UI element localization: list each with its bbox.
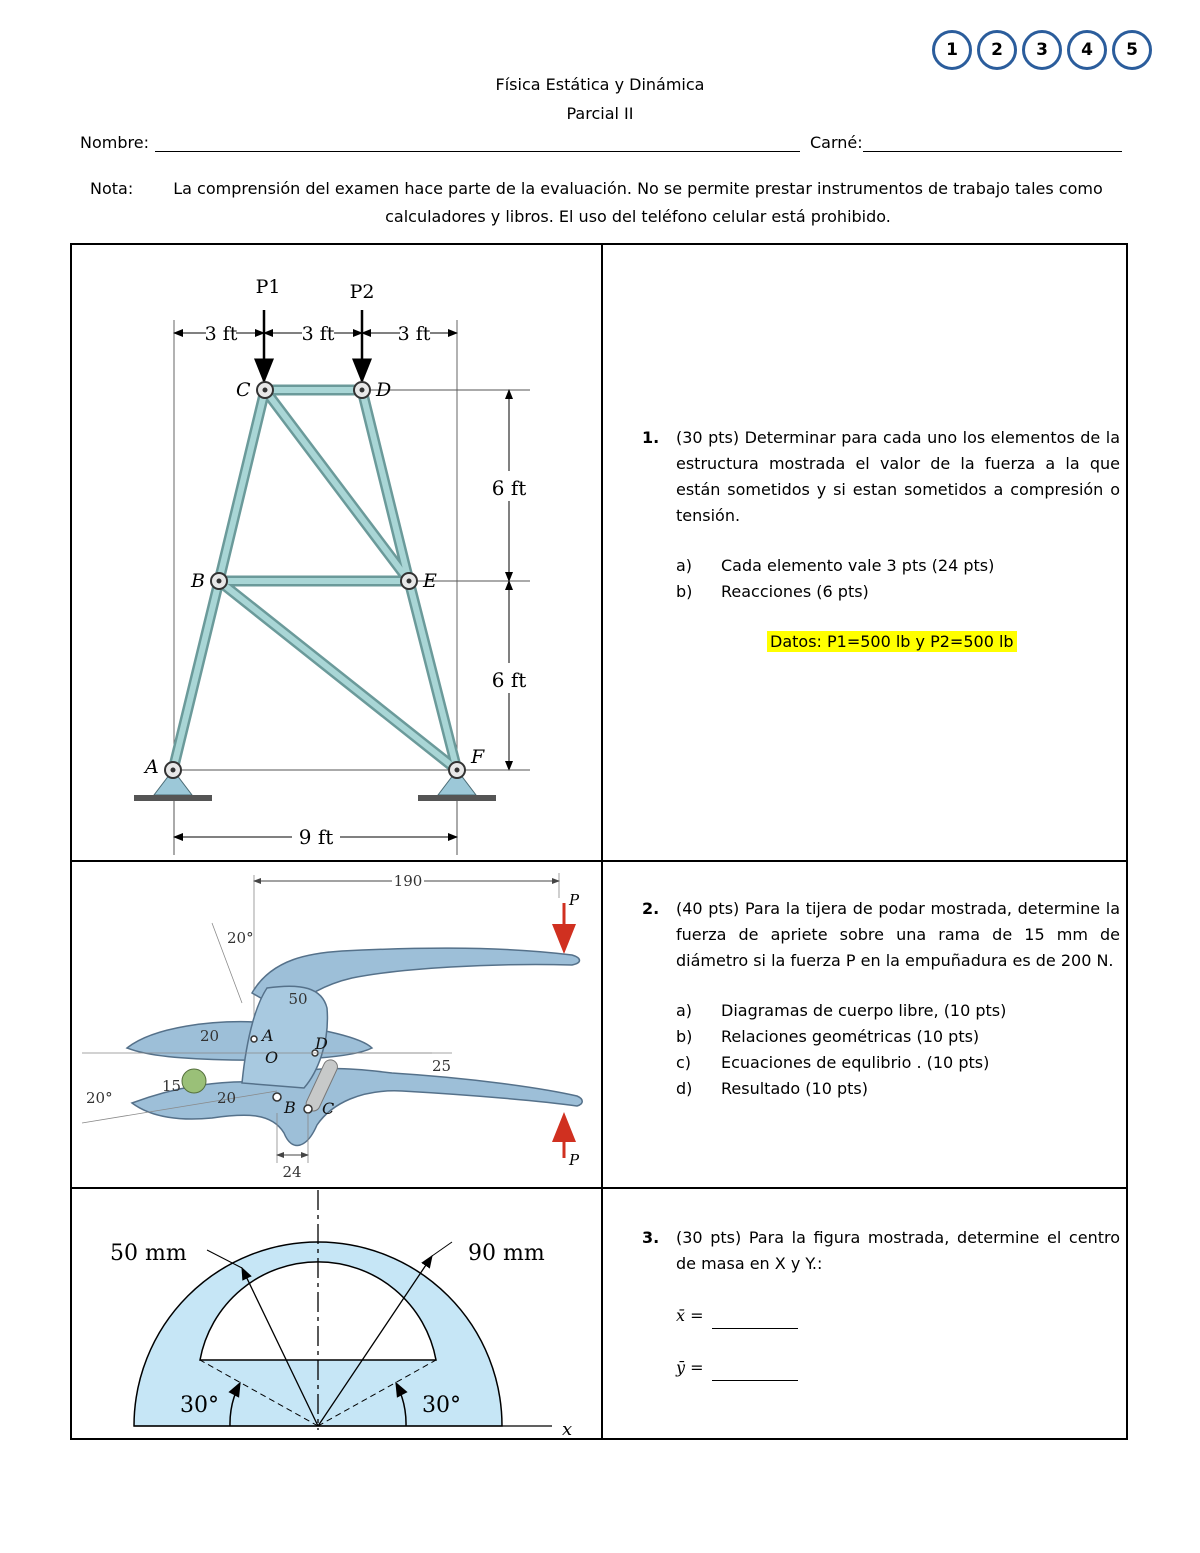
answer-y-row <box>676 1355 1120 1381</box>
dim-25: 25 <box>432 1057 452 1075</box>
axis-x-label: x <box>562 1419 573 1440</box>
dim-20deg-left: 20° <box>86 1089 113 1107</box>
answer-y-label: ȳ = <box>676 1358 704 1377</box>
dim-15: 15 <box>162 1077 182 1095</box>
page-circle-3: 3 <box>1022 30 1062 70</box>
dim-3ft-3: 3 ft <box>397 323 431 345</box>
point-o: O <box>265 1048 279 1067</box>
id-label: Carné: <box>809 133 863 152</box>
table-divider-vertical <box>601 245 603 1440</box>
dim-6ft-upper: 6 ft <box>491 476 527 500</box>
name-label: Nombre: <box>80 133 149 152</box>
joint-e: E <box>423 570 437 592</box>
problem-3-statement: (30 pts) Para la figura mostrada, determine el centro de masa en X y Y.: <box>676 1228 1120 1273</box>
dim-6ft-lower: 6 ft <box>491 668 527 692</box>
dim-9ft: 9 ft <box>298 825 334 849</box>
page-circle-4: 4 <box>1067 30 1107 70</box>
answer-y-field[interactable] <box>712 1362 798 1381</box>
answer-x-field[interactable] <box>712 1310 798 1329</box>
page-circle-5: 5 <box>1112 30 1152 70</box>
name-row <box>80 133 1122 152</box>
dim-50: 50 <box>288 990 308 1008</box>
truss-figure <box>112 265 552 865</box>
dim-20-a: 20 <box>200 1027 220 1045</box>
problem-3-number: 3. <box>642 1228 660 1247</box>
note-block <box>90 175 1120 231</box>
page-number-circles <box>932 30 1152 70</box>
angle-left-label: 30° <box>180 1393 219 1418</box>
joint-d: D <box>376 379 392 401</box>
joint-a: A <box>145 756 159 778</box>
dim-3ft-2: 3 ft <box>301 323 335 345</box>
answer-x-row <box>676 1303 1120 1329</box>
page-circle-1: 1 <box>932 30 972 70</box>
dim-24: 24 <box>282 1163 302 1181</box>
point-b: B <box>284 1098 296 1117</box>
pruning-shears-figure <box>72 863 600 1185</box>
exam-title: Parcial II <box>566 104 634 123</box>
angle-right-label: 30° <box>422 1393 461 1418</box>
problem-2 <box>642 896 1120 1102</box>
problem-2-number: 2. <box>642 899 660 918</box>
dim-20-b: 20 <box>217 1089 237 1107</box>
list-item: b) Relaciones geométricas (10 pts) <box>676 1027 980 1046</box>
answer-x-label: x̄ = <box>676 1306 704 1325</box>
exam-table <box>70 243 1128 1440</box>
list-item: a) Cada elemento vale 3 pts (24 pts) <box>676 556 995 575</box>
semicircle-ring-figure <box>72 1190 600 1440</box>
list-item: d) Resultado (10 pts) <box>676 1079 868 1098</box>
load-label-p1: P1 <box>255 276 281 298</box>
problem-1-statement: (30 pts) Determinar para cada uno los elementos de la estructura mostrada el valor de la fuerza a la que están sometidos y si estan sometidos a compresión o tensión. <box>676 428 1120 525</box>
force-label-bottom: P <box>569 1151 580 1169</box>
note-label: Nota: <box>90 179 134 198</box>
point-c: C <box>322 1099 335 1118</box>
page-circle-2: 2 <box>977 30 1017 70</box>
id-field[interactable] <box>863 133 1122 152</box>
dim-20deg-top: 20° <box>227 929 254 947</box>
force-label-top: P <box>569 891 580 909</box>
dim-3ft-1: 3 ft <box>204 323 238 345</box>
table-divider-row2 <box>72 1187 1128 1189</box>
branch <box>182 1069 206 1093</box>
list-item: b) Reacciones (6 pts) <box>676 582 869 601</box>
list-item: a) Diagramas de cuerpo libre, (10 pts) <box>676 1001 1007 1020</box>
joint-f: F <box>471 746 485 768</box>
problem-2-statement: (40 pts) Para la tijera de podar mostrada, determine la fuerza de apriete sobre una rama de 15 mm de diámetro si la fuerza P en la empuñadura es de 200 N. <box>676 899 1120 970</box>
problem-1 <box>642 425 1120 655</box>
joint-c: C <box>236 379 251 401</box>
problem-1-data: Datos: P1=500 lb y P2=500 lb <box>767 631 1017 652</box>
note-text: La comprensión del examen hace parte de la evaluación. No se permite prestar instrumentos de trabajo tales como calculadores y libros. El uso del teléfono celular está prohibido. <box>173 179 1103 226</box>
dim-190: 190 <box>393 872 423 890</box>
problem-1-number: 1. <box>642 428 660 447</box>
name-field[interactable] <box>155 133 800 152</box>
point-a: A <box>262 1026 274 1045</box>
inner-radius-label: 50 mm <box>110 1241 187 1266</box>
point-d: D <box>315 1034 328 1053</box>
course-title: Física Estática y Dinámica <box>495 75 705 94</box>
problem-3 <box>642 1225 1120 1381</box>
load-label-p2: P2 <box>349 281 375 303</box>
list-item: c) Ecuaciones de equlibrio . (10 pts) <box>676 1053 990 1072</box>
outer-radius-label: 90 mm <box>468 1241 545 1266</box>
joint-b: B <box>191 570 205 592</box>
